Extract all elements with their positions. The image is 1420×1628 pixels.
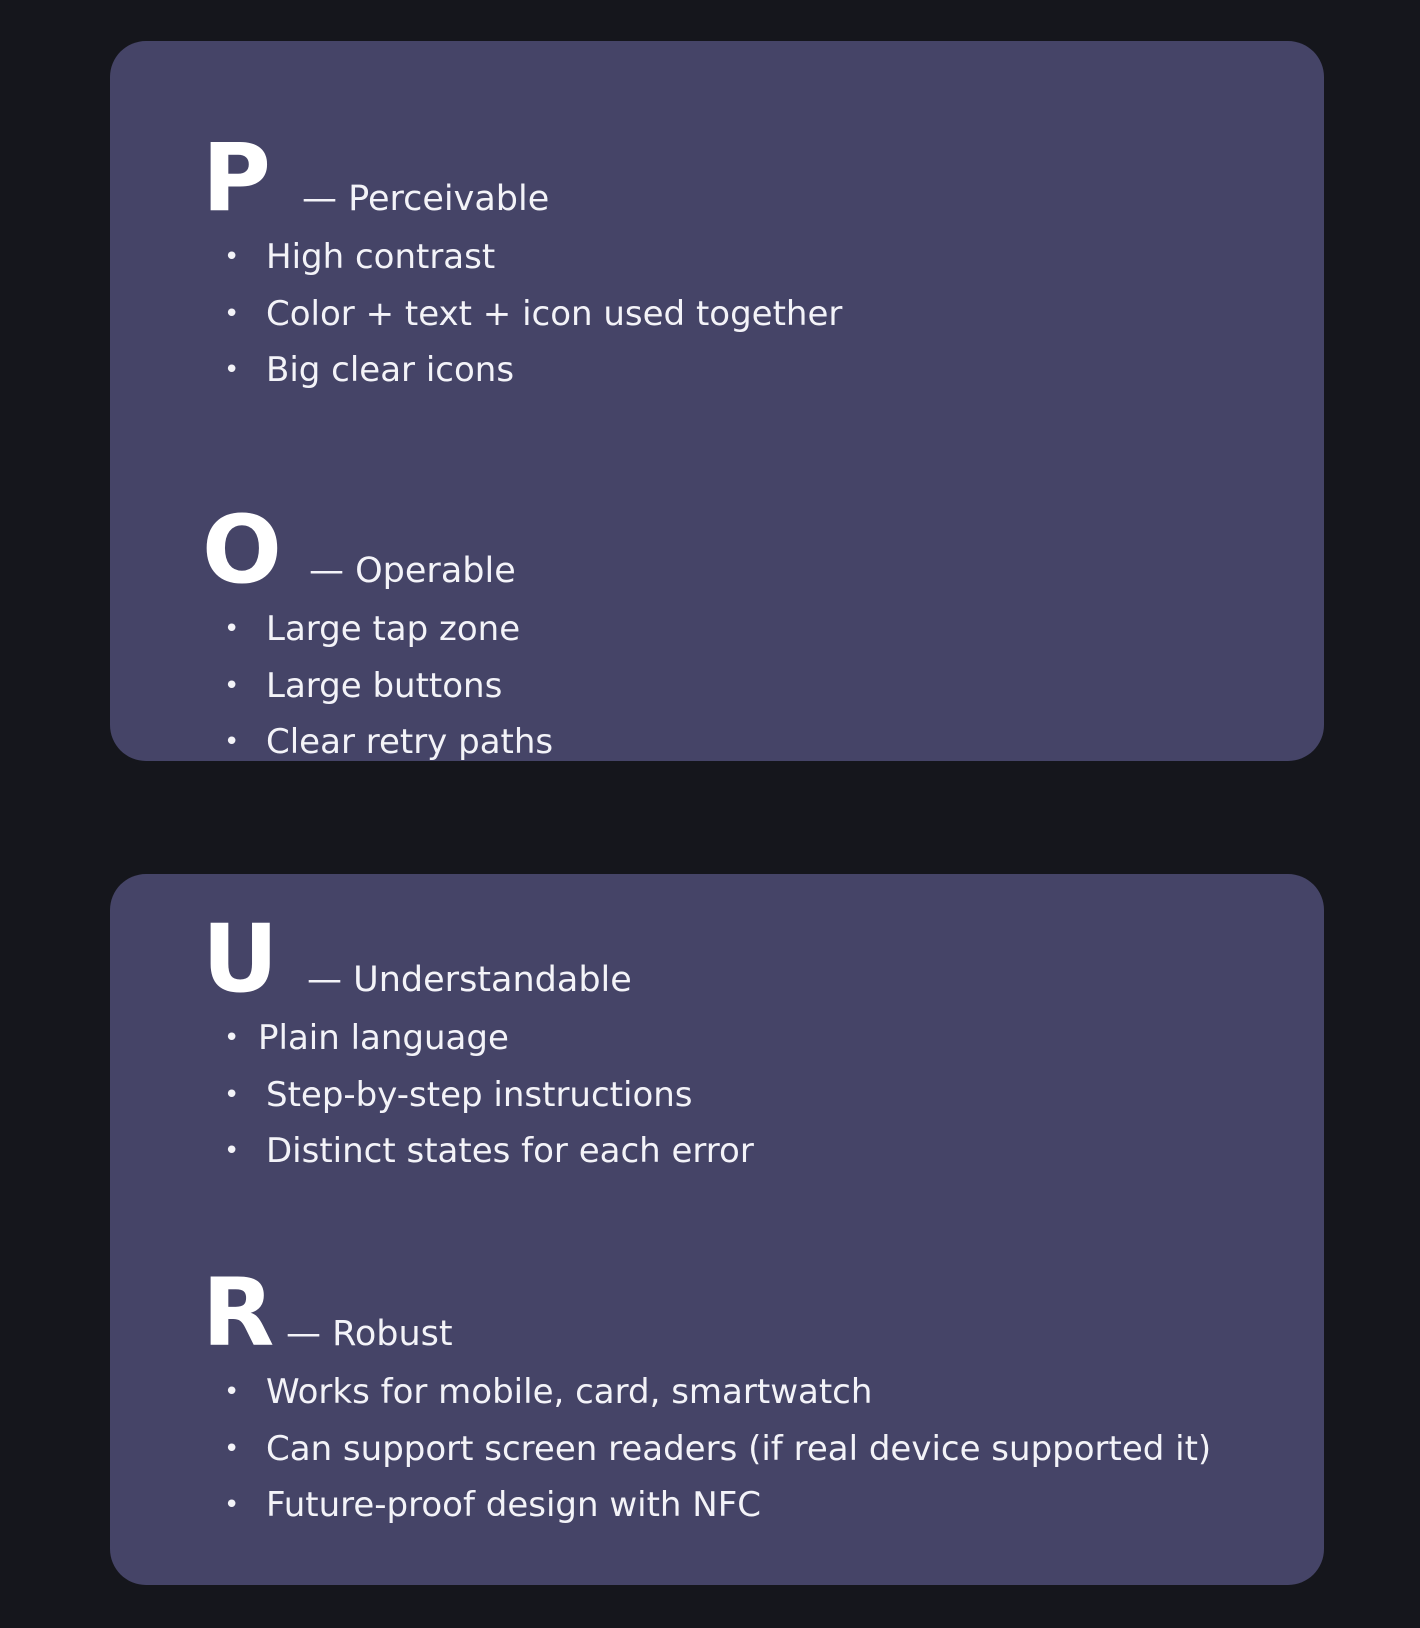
bullet-icon: • — [224, 1023, 240, 1053]
list-item — [202, 1421, 1302, 1478]
section-letter: R — [202, 1259, 275, 1368]
section-letter: P — [202, 124, 271, 233]
bullet-icon: • — [224, 1079, 240, 1110]
section-perceivable — [202, 124, 1302, 399]
list-item-text: Big clear icons — [266, 350, 515, 390]
section-heading — [202, 496, 1302, 605]
list-item — [202, 229, 1302, 286]
bullet-icon: • — [224, 614, 240, 644]
section-subtitle: — Robust — [286, 1314, 453, 1354]
section-subtitle: — Understandable — [307, 960, 632, 1000]
list-item — [202, 1123, 1302, 1180]
bullet-icon: • — [224, 1377, 240, 1407]
list-item — [202, 714, 1302, 771]
bullet-icon: • — [224, 298, 240, 329]
section-heading — [202, 905, 1302, 1014]
section-letter: U — [202, 905, 279, 1014]
list-item-text: Clear retry paths — [266, 722, 554, 762]
bullet-list — [202, 601, 1302, 771]
list-item — [202, 1067, 1302, 1124]
bullet-icon: • — [224, 727, 240, 757]
list-item-text: Distinct states for each error — [266, 1131, 754, 1171]
bullet-icon: • — [224, 1490, 240, 1520]
list-item — [202, 601, 1302, 658]
list-item — [202, 342, 1302, 399]
list-item-text: Large tap zone — [266, 609, 521, 649]
list-item-text: Step-by-step instructions — [266, 1074, 693, 1115]
bullet-list — [202, 229, 1302, 399]
list-item — [202, 1010, 1302, 1067]
section-understandable — [202, 905, 1302, 1180]
bullet-icon: • — [224, 670, 240, 701]
list-item-text: Plain language — [258, 1018, 509, 1058]
bullet-icon: • — [224, 1433, 240, 1464]
list-item-text: Large buttons — [266, 665, 503, 706]
list-item-text: Color + text + icon used together — [266, 293, 843, 334]
section-letter: O — [202, 496, 282, 605]
list-item-text: Can support screen readers (if real device supported it) — [266, 1428, 1212, 1469]
bullet-list — [202, 1364, 1302, 1534]
bullet-icon: • — [224, 242, 240, 272]
bullet-icon: • — [224, 1136, 240, 1166]
section-robust — [202, 1259, 1302, 1534]
list-item-text: Future-proof design with NFC — [266, 1485, 762, 1525]
section-heading — [202, 124, 1302, 233]
list-item — [202, 286, 1302, 343]
section-operable — [202, 496, 1302, 771]
bullet-list — [202, 1010, 1302, 1180]
card-understandable-robust — [110, 874, 1324, 1585]
list-item-text: Works for mobile, card, smartwatch — [266, 1372, 873, 1412]
card-perceivable-operable — [110, 41, 1324, 761]
section-subtitle: — Operable — [309, 551, 516, 591]
list-item-text: High contrast — [266, 237, 496, 277]
list-item — [202, 658, 1302, 715]
section-subtitle: — Perceivable — [302, 179, 550, 219]
list-item — [202, 1364, 1302, 1421]
list-item — [202, 1477, 1302, 1534]
section-heading — [202, 1259, 1302, 1368]
bullet-icon: • — [224, 355, 240, 385]
